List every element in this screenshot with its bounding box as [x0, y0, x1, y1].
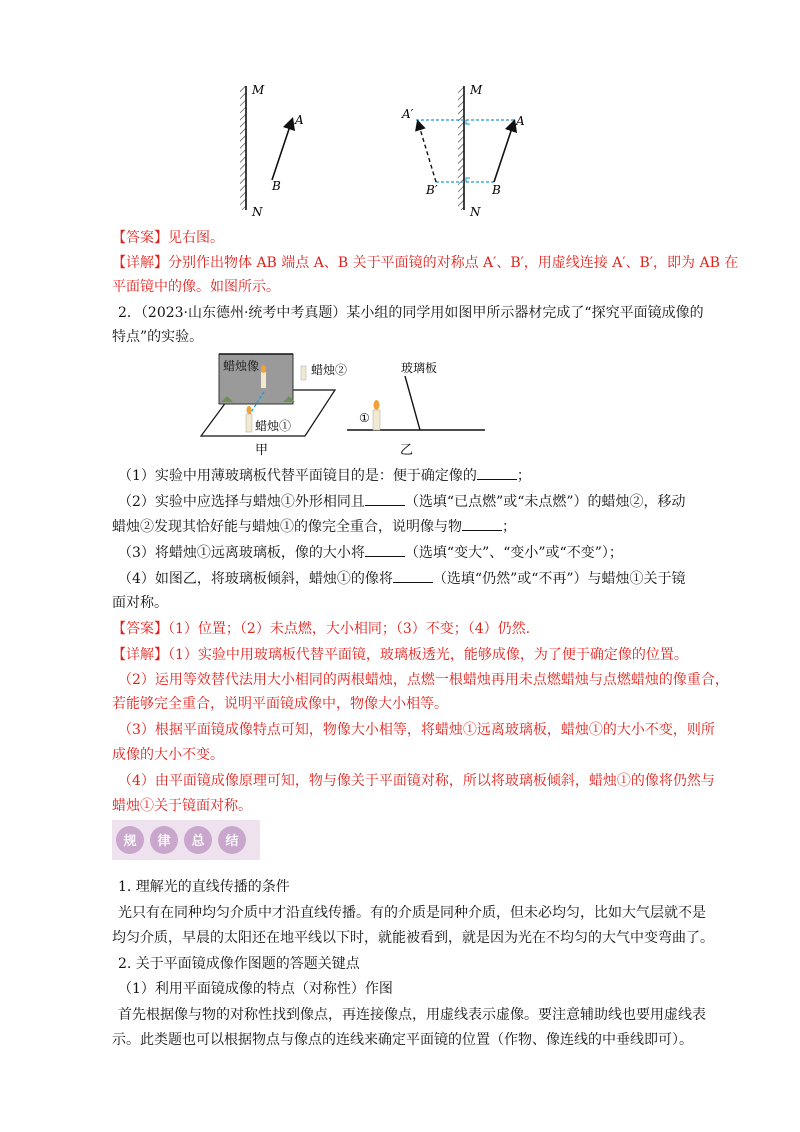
object-arrow-AB-right: [494, 122, 514, 182]
label-M-left: M: [252, 83, 265, 97]
q2-stem-line2: 特点”的实验。: [112, 329, 204, 345]
q2-part2: [118, 491, 686, 512]
badge-char-1: 规: [123, 834, 137, 849]
q2-detail-3a: （3）根据平面镜成像特点可知，物像大小相等，将蜡烛①远离玻璃板，蜡烛①的大小不变，则所: [118, 722, 715, 738]
q2-part1: [118, 465, 531, 486]
badge-char-4: 结: [225, 834, 239, 849]
right-mirror-diagram: [401, 83, 525, 219]
summary-2-para-line1: 首先根据像与物的对称性找到像点，再连接像点，用虚线表示虚像。要注意辅助线也要用虚线表: [118, 1007, 706, 1023]
summary-1-title: 1. 理解光的直线传播的条件: [118, 879, 290, 895]
candle-image-label: 蜡烛像: [223, 359, 260, 373]
q2-answer-tag: 【答案】: [112, 621, 168, 637]
label-A-right: A: [516, 114, 525, 128]
q2-part3-text-a: （3）将蜡烛①远离玻璃板，像的大小将: [118, 545, 365, 561]
blank-2b[interactable]: [462, 516, 502, 531]
candle-figure: [195, 350, 495, 460]
label-M-right: M: [470, 83, 483, 97]
q2-part4-text-a: （4）如图乙，将玻璃板倾斜，蜡烛①的像将: [118, 571, 393, 587]
figure-yi: [347, 360, 485, 458]
detail-tag: 【详解】: [112, 255, 168, 271]
label-A-left: A: [295, 113, 304, 127]
summary-1-para-line1: 光只有在同种均匀介质中才沿直线传播。有的介质是同种介质，但未必均匀，比如大气层就不是: [118, 905, 706, 921]
q2-part3: [118, 542, 623, 563]
figure-jia: [201, 354, 347, 458]
label-B-left: B: [272, 179, 281, 193]
mirror-figure: [230, 80, 550, 220]
label-B-right: B: [492, 183, 501, 197]
q2-part2-text-b: （选填“已点燃”或“未点燃”）的蜡烛②，移动: [404, 494, 686, 510]
q1-detail-line1: [112, 253, 738, 273]
badge-char-2: 律: [157, 834, 171, 849]
label-A1-right: A′: [402, 107, 414, 121]
q2-part2-text-d: ；: [502, 519, 516, 535]
q2-answer: [112, 619, 530, 639]
q2-detail-4a: （4）由平面镜成像原理可知，物与像关于平面镜对称，所以将玻璃板倾斜，蜡烛①的像将仍然与: [118, 773, 715, 789]
detail-text: 分别作出物体 AB 端点 A、B 关于平面镜的对称点 A′、B′，用虚线连接 A′、B′，即为 AB 在: [168, 255, 739, 271]
q2-part2-cont: [112, 516, 516, 537]
candle2-label: 蜡烛②: [311, 363, 348, 377]
object-arrow-AB: [272, 120, 292, 180]
q1-answer: [112, 228, 224, 248]
badge-char-3: 总: [191, 834, 205, 849]
blank-4[interactable]: [393, 568, 433, 583]
label-N-right: N: [470, 205, 481, 219]
q2-part4-text-b: （选填“仍然”或“不再”）与蜡烛①关于镜: [432, 571, 686, 587]
q2-detail-2b: 若能够完全重合，说明平面镜成像中，物像大小相等。: [112, 696, 448, 712]
blank-1[interactable]: [477, 465, 517, 480]
q2-detail-4b: 蜡烛①关于镜面对称。: [112, 798, 252, 814]
left-mirror-diagram: [240, 83, 304, 219]
label-B1-right: B′: [426, 183, 438, 197]
q2-detail-tag: 【详解】: [112, 647, 168, 663]
summary-badge: [112, 818, 260, 862]
answer-tag: 【答案】: [112, 230, 168, 246]
q2-detail-1-text: （1）实验中用玻璃板代替平面镜，玻璃板透光，能够成像，为了便于确定像的位置。: [168, 647, 688, 663]
q2-stem-line1: 2．（2023·山东德州·统考中考真题）某小组的同学用如图甲所示器材完成了“探究平面镜成像的: [118, 305, 704, 321]
q2-detail-1: [112, 645, 688, 665]
q2-part4-cont: 面对称。: [112, 595, 168, 611]
caption-yi: 乙: [400, 443, 414, 458]
q2-part4: [118, 568, 686, 589]
glass-label: 玻璃板: [401, 361, 438, 375]
q2-part1-end: ；: [516, 468, 531, 484]
candle1-label: 蜡烛①: [255, 419, 292, 433]
image-arrow-A1B1: [418, 122, 436, 182]
q2-part1-text: （1）实验中用薄玻璃板代替平面镜目的是：便于确定像的: [118, 468, 477, 484]
blank-3[interactable]: [365, 542, 405, 557]
q2-answer-text: （1）位置；（2）未点燃，大小相同；（3）不变；（4）仍然.: [168, 621, 531, 637]
summary-1-para-line2: 均匀介质，早晨的太阳还在地平线以下时，就能被看到，就是因为光在不均匀的大气中变弯曲了。: [112, 930, 714, 946]
caption-jia: 甲: [255, 443, 269, 458]
circle-one-label: ①: [359, 411, 370, 425]
label-N-left: N: [252, 205, 263, 219]
q2-part3-text-b: （选填“变大”、“变小”或“不变”）；: [404, 545, 623, 561]
q2-detail-2a: （2）运用等效替代法用大小相同的两根蜡烛，点燃一根蜡烛再用未点燃蜡烛与点燃蜡烛的像重合，: [118, 672, 729, 688]
q2-part2-text-c: 蜡烛②发现其恰好能与蜡烛①的像完全重合，说明像与物: [112, 519, 462, 535]
q2-detail-3b: 成像的大小不变。: [112, 747, 224, 763]
summary-2-subtitle: （1）利用平面镜成像的特点（对称性）作图: [118, 981, 393, 997]
q1-detail-line2: 平面镜中的像。如图所示。: [112, 279, 280, 295]
q2-part2-text-a: （2）实验中应选择与蜡烛①外形相同且: [118, 494, 365, 510]
blank-2a[interactable]: [365, 491, 405, 506]
summary-2-title: 2. 关于平面镜成像作图题的答题关键点: [118, 956, 360, 972]
summary-2-para-line2: 示。此类题也可以根据物点与像点的连线来确定平面镜的位置（作物、像连线的中垂线即可）。: [112, 1032, 693, 1048]
answer-text: 见右图。: [168, 230, 224, 246]
